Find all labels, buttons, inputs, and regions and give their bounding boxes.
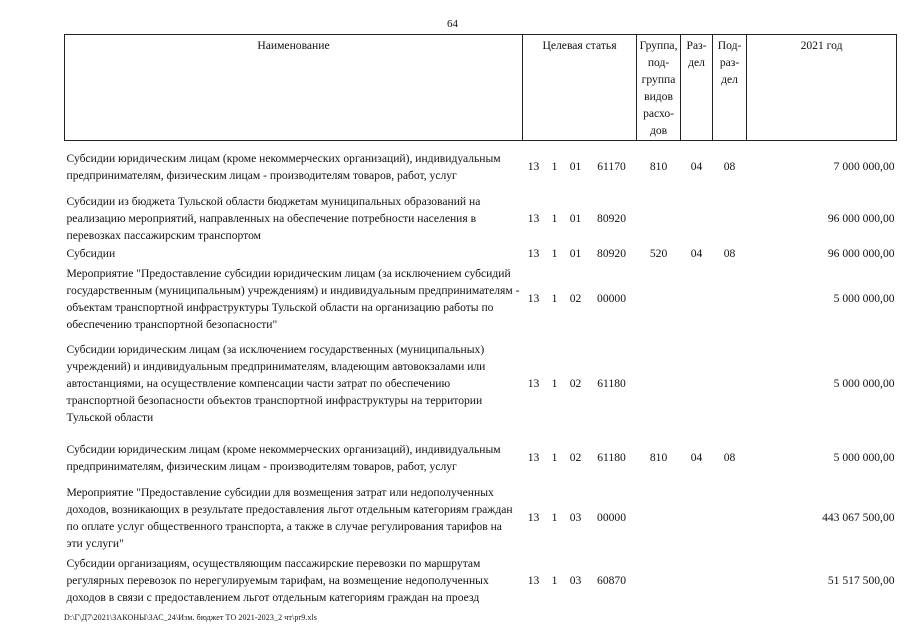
- row-name: Субсидии юридическим лицам (кроме некоммерческих организаций), индивидуальным предпринимателям, физическим лицам - производителям товаров, работ, услуг: [66, 442, 501, 473]
- row-name: Субсидии: [66, 246, 116, 260]
- section-code: 04: [690, 160, 703, 174]
- expense-group-code: 810: [649, 160, 668, 174]
- subsection-code: [713, 262, 747, 336]
- target-code-1: 13: [527, 511, 540, 524]
- target-code-2: 1: [551, 212, 558, 225]
- amount: 96 000 000,00: [827, 246, 895, 260]
- target-code-1: 13: [527, 212, 540, 225]
- target-code-2: 1: [551, 451, 558, 464]
- target-code-2: 1: [551, 160, 558, 174]
- row-name: Субсидии юридическим лицам (кроме некоммерческих организаций), индивидуальным предпринимателям, физическим лицам - производителям товаров, работ, услуг: [66, 151, 501, 182]
- amount: 5 000 000,00: [833, 451, 895, 464]
- section-code: [681, 193, 713, 245]
- table-row: [65, 245, 897, 262]
- target-code-1: 13: [527, 292, 540, 305]
- target-code-3: 01: [569, 212, 582, 225]
- expense-group-code: [637, 336, 681, 432]
- expense-group-code: 520: [649, 246, 668, 260]
- header-year: 2021 год: [747, 35, 897, 141]
- target-code-4: 61180: [597, 451, 626, 464]
- row-name: Мероприятие "Предоставление субсидии для возмещения затрат или недополученных доходов, возникающих в результате предоставления льгот отдельным категориям граждан по оплате услуг общественного транспорта, а также в случае регулирования тарифов на эти услуги": [66, 485, 513, 550]
- subsection-code: 08: [723, 451, 736, 464]
- budget-table: [64, 34, 897, 610]
- target-code-2: 1: [551, 292, 558, 305]
- target-code-3: 01: [569, 160, 582, 174]
- target-code-1: 13: [527, 246, 540, 260]
- header-section: Раз- дел: [681, 35, 713, 141]
- section-code: 04: [690, 451, 703, 464]
- header-target-article: Целевая статья: [523, 35, 637, 141]
- target-code-2: 1: [551, 574, 558, 587]
- header-name: Наименование: [65, 35, 523, 141]
- target-code-4: 80920: [597, 212, 627, 225]
- table-row: [65, 552, 897, 610]
- expense-group-code: 810: [649, 451, 668, 464]
- row-name: Субсидии организациям, осуществляющим пассажирские перевозки по маршрутам регулярных перевозок по нерегулируемым тарифам, на возмещение недополученных доходов в связи с предоставлением льгот отдельным категориям граждан на проезд: [66, 557, 489, 604]
- table-row: [65, 484, 897, 552]
- table-row: [65, 432, 897, 484]
- amount: 5 000 000,00: [833, 292, 895, 305]
- table-row: [65, 262, 897, 336]
- subsection-code: 08: [723, 160, 736, 174]
- section-code: [681, 336, 713, 432]
- subsection-code: [713, 336, 747, 432]
- header-expense-group: Группа, под- группа видов расхо- дов: [637, 35, 681, 141]
- subsection-code: [713, 193, 747, 245]
- table-row: [65, 141, 897, 193]
- subsection-code: [713, 552, 747, 610]
- row-name: Мероприятие "Предоставление субсидии юридическим лицам (за исключением субсидий государственным (муниципальным) учреждениям) и индивидуальным предпринимателям - объектам транспортной инфраструктуры Тульской области на организацию работы по обеспечению транспортной безопасности": [66, 266, 520, 331]
- target-code-4: 61170: [597, 160, 626, 174]
- target-code-3: 01: [569, 246, 582, 260]
- target-code-3: 02: [569, 292, 582, 305]
- target-code-1: 13: [527, 451, 540, 464]
- target-code-2: 1: [551, 377, 558, 390]
- target-code-4: 60870: [597, 574, 627, 587]
- section-code: [681, 552, 713, 610]
- target-code-4: 00000: [597, 292, 627, 305]
- target-code-4: 80920: [597, 246, 627, 260]
- expense-group-code: [637, 552, 681, 610]
- section-code: [681, 484, 713, 552]
- target-code-2: 1: [551, 246, 558, 260]
- amount: 7 000 000,00: [833, 160, 895, 174]
- target-code-3: 03: [569, 574, 582, 587]
- target-code-1: 13: [527, 377, 540, 390]
- target-code-3: 02: [569, 451, 582, 464]
- header-subsection: Под- раз- дел: [713, 35, 747, 141]
- amount: 443 067 500,00: [822, 511, 895, 524]
- amount: 51 517 500,00: [827, 574, 895, 587]
- table-row: [65, 336, 897, 432]
- section-code: 04: [690, 246, 703, 260]
- subsection-code: [713, 484, 747, 552]
- section-code: [681, 262, 713, 336]
- target-code-3: 03: [569, 511, 582, 524]
- row-name: Субсидии юридическим лицам (за исключением государственных (муниципальных) учреждений) и индивидуальным предпринимателям, владеющим автовокзалами или автостанциями, на осуществление компенсации части затрат по обеспечению транспортной безопасности объектов транспортной инфраструктуры на территории Тульской области: [66, 343, 486, 424]
- row-name: Субсидии из бюджета Тульской области бюджетам муниципальных образований на реализацию мероприятий, направленных на обеспечение потребности населения в перевозках пассажирским транспортом: [66, 195, 481, 242]
- target-code-4: 61180: [597, 377, 626, 390]
- target-code-3: 02: [569, 377, 582, 390]
- file-path-footer: D:\Г\Д7\2021\ЗАКОНЫ\ЗАС_24\Изм. бюджет ТО 2021-2023_2 чт\pr9.xls: [64, 613, 318, 622]
- target-code-1: 13: [527, 160, 540, 174]
- page-number: 64: [447, 18, 458, 30]
- target-code-1: 13: [527, 574, 540, 587]
- expense-group-code: [637, 262, 681, 336]
- subsection-code: 08: [723, 246, 736, 260]
- table-row: [65, 193, 897, 245]
- amount: 5 000 000,00: [833, 377, 895, 390]
- amount: 96 000 000,00: [827, 212, 895, 225]
- target-code-2: 1: [551, 511, 558, 524]
- expense-group-code: [637, 484, 681, 552]
- target-code-4: 00000: [597, 511, 627, 524]
- expense-group-code: [637, 193, 681, 245]
